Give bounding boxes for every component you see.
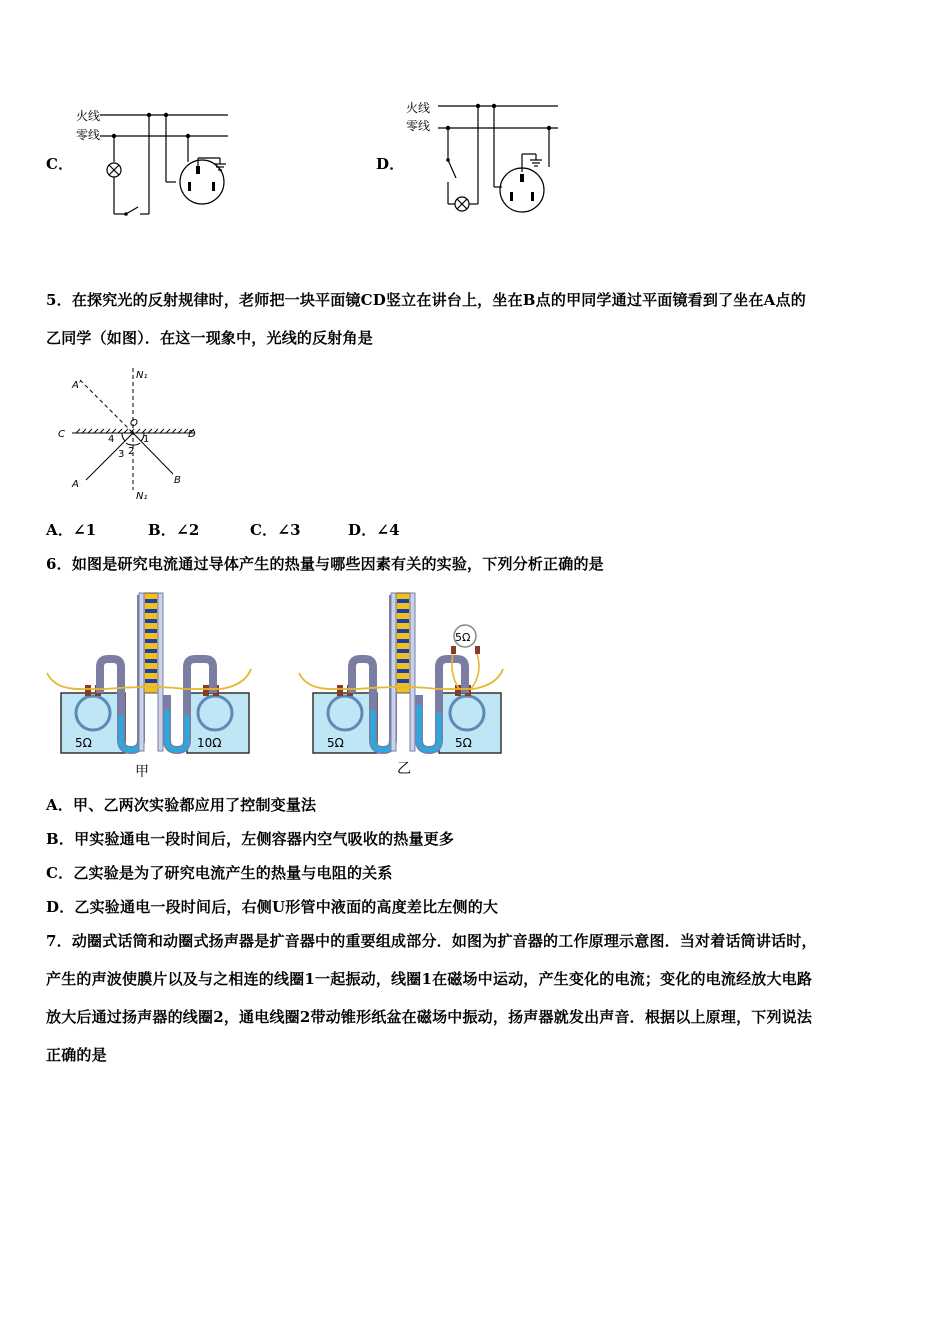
label-n1-top: N₁ — [136, 370, 148, 381]
angle-2-label: 2 — [128, 446, 135, 457]
q6-option-c[interactable]: C．乙实验是为了研究电流产生的热量与电阻的关系 — [46, 864, 393, 882]
q5-stem-line2: 乙同学（如图）．在这一现象中，光线的反射角是 — [46, 329, 373, 347]
circuit-diagram-c — [70, 100, 240, 225]
joule-heat-experiment — [45, 585, 510, 783]
resistor-label: 5Ω — [455, 736, 472, 750]
q7-stem-line4: 正确的是 — [46, 1046, 107, 1064]
option-c-label: C． — [46, 155, 74, 173]
resistor-label: 5Ω — [327, 736, 344, 750]
resistor-label: 10Ω — [197, 736, 222, 750]
experiment-yi — [299, 593, 503, 777]
angle-3-label: 3 — [118, 449, 125, 460]
label-d: D — [188, 429, 196, 440]
neutral-wire-label: 零线 — [76, 128, 101, 142]
live-wire-label: 火线 — [76, 109, 101, 123]
q7-stem-line1: 7．动圈式话筒和动圈式扬声器是扩音器中的重要组成部分．如图为扩音器的工作原理示意图．当对着话筒讲话时， — [46, 932, 817, 950]
experiment-jia — [47, 593, 251, 780]
virtual-ray — [80, 380, 133, 433]
q5-option-d[interactable]: D．∠4 — [348, 521, 400, 539]
container-left — [61, 693, 125, 753]
container-left — [313, 693, 377, 753]
q5-option-c[interactable]: C．∠3 — [250, 521, 301, 539]
reflected-ray — [133, 433, 173, 474]
angle-4-label: 4 — [108, 434, 115, 445]
label-jia: 甲 — [135, 764, 149, 780]
option-d-label: D． — [376, 155, 405, 173]
q6-stem: 6．如图是研究电流通过导体产生的热量与哪些因素有关的实验，下列分析正确的是 — [46, 555, 604, 573]
q5-stem-line1: 5．在探究光的反射规律时，老师把一块平面镜CD竖立在讲台上，坐在B点的甲同学通过平面镜看到了坐在A点的 — [46, 291, 806, 309]
q5-option-a[interactable]: A．∠1 — [46, 521, 97, 539]
live-wire-label: 火线 — [406, 101, 431, 115]
label-a-prime: A′ — [72, 380, 82, 391]
reflection-diagram — [50, 362, 210, 507]
label-o: O — [130, 418, 138, 429]
label-a: A — [72, 479, 79, 490]
label-yi: 乙 — [397, 761, 411, 777]
circuit-diagram-d — [400, 92, 570, 222]
q7-stem-line2: 产生的声波使膜片以及与之相连的线圈1一起振动，线圈1在磁场中运动，产生变化的电流；变化的电流经放大电路 — [46, 970, 813, 988]
angle-1-label: 1 — [143, 434, 150, 445]
label-c: C — [58, 429, 65, 440]
label-n1-bottom: N₁ — [136, 491, 148, 502]
q5-option-b[interactable]: B．∠2 — [148, 521, 200, 539]
q6-option-d[interactable]: D．乙实验通电一段时间后，右侧U形管中液面的高度差比左侧的大 — [46, 898, 499, 916]
neutral-wire-label: 零线 — [406, 119, 431, 133]
external-resistor-label: 5Ω — [455, 631, 471, 644]
q6-option-a[interactable]: A．甲、乙两次实验都应用了控制变量法 — [46, 796, 317, 814]
q6-option-b[interactable]: B．甲实验通电一段时间后，左侧容器内空气吸收的热量更多 — [46, 830, 455, 848]
q7-stem-line3: 放大后通过扬声器的线圈2，通电线圈2带动锥形纸盆在磁场中振动，扬声器就发出声音．根据以上原理，下列说法 — [46, 1008, 813, 1026]
label-b: B — [174, 475, 181, 486]
resistor-label: 5Ω — [75, 736, 92, 750]
